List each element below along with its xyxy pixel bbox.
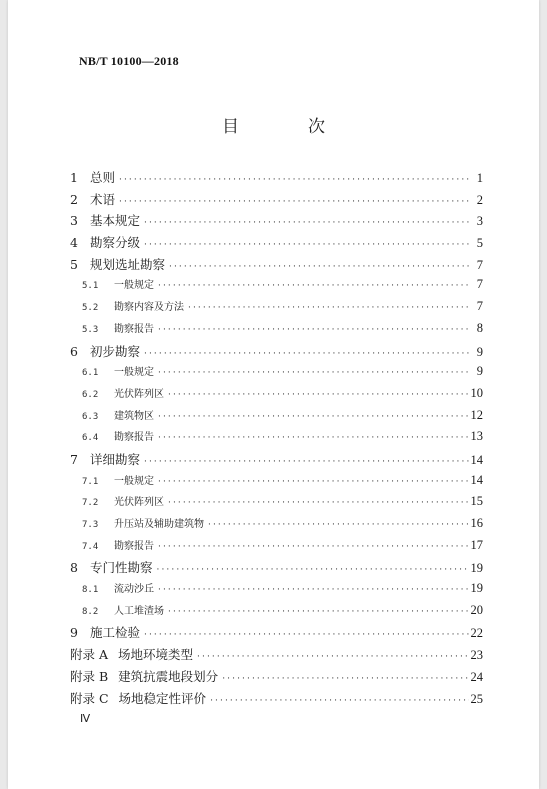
toc-entry-page: 10 (470, 385, 483, 400)
toc-subentry[interactable] (70, 472, 483, 494)
toc-entry-title: 勘察内容及方法 (114, 302, 184, 314)
toc-entry-number: 附录 A (70, 647, 109, 663)
toc-entry-title: 一般规定 (114, 280, 154, 292)
dot-leader (158, 413, 469, 422)
dot-leader (144, 631, 469, 640)
toc-entry-page: 15 (470, 494, 483, 509)
toc-entry-page: 9 (476, 344, 483, 359)
toc-entry-page: 8 (476, 320, 483, 335)
toc-entry-number: 1 (70, 170, 78, 185)
toc-subentry[interactable] (70, 385, 483, 407)
toc-subentry[interactable] (70, 428, 483, 450)
toc-entry-page: 20 (470, 602, 483, 617)
toc-entry-number: 6.2 (82, 389, 99, 400)
dot-leader (169, 263, 469, 272)
toc-subentry[interactable] (70, 407, 483, 429)
toc-entry-number: 5.3 (82, 324, 99, 335)
dot-leader (222, 675, 469, 684)
dot-leader (168, 608, 469, 617)
toc-entry-page: 9 (476, 364, 483, 379)
dot-leader (144, 241, 469, 250)
toc-entry-title: 光伏阵列区 (114, 497, 164, 509)
dot-leader (119, 198, 469, 207)
toc-subentry[interactable] (70, 580, 483, 602)
dot-leader (158, 369, 469, 378)
toc-entry[interactable] (70, 255, 483, 277)
toc-appendix-entry[interactable] (70, 667, 483, 689)
toc-entry[interactable] (70, 450, 483, 472)
toc-entry-number: 3 (70, 213, 78, 229)
toc-entry-page: 16 (470, 516, 483, 530)
toc-entry-title: 总则 (90, 170, 116, 185)
toc-entry-number: 5.2 (82, 303, 99, 314)
toc-subentry[interactable] (70, 320, 483, 342)
toc-entry-title: 基本规定 (90, 213, 141, 229)
toc-entry-title: 一般规定 (114, 475, 154, 487)
toc-entry-number: 附录 C (70, 690, 109, 706)
toc-entry-page: 19 (470, 581, 483, 596)
toc-entry-number: 4 (70, 235, 78, 251)
dot-leader (157, 566, 469, 575)
toc-entry-title: 施工检验 (90, 625, 141, 641)
toc-entry-title: 勘察报告 (114, 432, 154, 444)
toc-entry-number: 7.3 (82, 520, 99, 530)
toc-entry-number: 5.1 (82, 281, 99, 292)
toc-entry-number: 6 (70, 343, 78, 359)
toc-entry-title: 建筑物区 (114, 410, 154, 422)
dot-leader (210, 697, 469, 706)
toc-subentry[interactable] (70, 537, 483, 559)
toc-entry-title: 勘察分级 (90, 235, 141, 251)
toc-subentry[interactable] (70, 515, 483, 537)
toc-entry-page: 12 (470, 407, 483, 422)
toc-entry-number: 7.4 (82, 541, 99, 552)
toc-entry-page: 2 (476, 192, 483, 207)
toc-entry-title: 人工堆渣场 (114, 605, 164, 617)
toc-entry-title: 勘察报告 (114, 540, 154, 552)
table-of-contents (70, 168, 483, 710)
toc-entry-number: 附录 B (70, 668, 109, 684)
toc-entry-page: 7 (476, 299, 483, 314)
toc-entry-number: 5 (70, 256, 78, 272)
toc-entry-page: 23 (470, 648, 483, 663)
toc-entry-page: 3 (476, 214, 483, 229)
toc-entry[interactable] (70, 342, 483, 364)
dot-leader (188, 304, 469, 313)
toc-entry-title: 专门性勘察 (90, 560, 153, 576)
toc-entry-number: 9 (70, 625, 78, 641)
toc-entry[interactable] (70, 190, 483, 212)
toc-entry[interactable] (70, 168, 483, 190)
toc-entry-title: 流动沙丘 (114, 584, 154, 596)
toc-subentry[interactable] (70, 602, 483, 624)
toc-entry-title: 升压站及辅助建筑物 (114, 519, 204, 530)
toc-appendix-entry[interactable] (70, 689, 483, 711)
toc-entry-page: 14 (470, 452, 483, 467)
toc-entry-title: 勘察报告 (114, 323, 154, 335)
toc-entry-page: 1 (476, 171, 483, 185)
dot-leader (158, 326, 469, 335)
dot-leader (158, 586, 469, 595)
toc-entry-page: 7 (476, 257, 483, 272)
toc-entry-page: 19 (470, 561, 483, 576)
dot-leader (119, 176, 469, 185)
toc-entry[interactable] (70, 211, 483, 233)
toc-entry-page: 22 (470, 626, 483, 641)
dot-leader (158, 282, 469, 291)
dot-leader (144, 458, 469, 467)
toc-entry[interactable] (70, 623, 483, 645)
toc-title: 目 次 (222, 117, 351, 137)
toc-entry-page: 24 (470, 669, 483, 684)
toc-entry-page: 17 (470, 537, 483, 552)
toc-appendix-entry[interactable] (70, 645, 483, 667)
toc-entry[interactable] (70, 558, 483, 580)
toc-entry-number: 7.1 (82, 476, 99, 487)
toc-entry[interactable] (70, 233, 483, 255)
toc-entry-title: 术语 (90, 191, 116, 207)
dot-leader (168, 499, 469, 508)
toc-entry-number: 8.1 (82, 585, 99, 596)
toc-entry-page: 13 (470, 429, 483, 444)
toc-entry-title: 一般规定 (114, 367, 154, 379)
dot-leader (158, 543, 469, 552)
page-number-roman: Ⅳ (80, 713, 91, 725)
toc-entry-number: 8.2 (82, 606, 99, 617)
dot-leader (158, 434, 469, 443)
toc-entry-number: 6.1 (82, 368, 99, 379)
dot-leader (208, 521, 469, 530)
toc-entry-title: 光伏阵列区 (114, 388, 164, 400)
toc-entry-page: 14 (470, 472, 483, 487)
toc-entry-title: 详细勘察 (90, 451, 141, 467)
dot-leader (144, 219, 469, 228)
dot-leader (168, 391, 469, 400)
toc-entry-number: 7 (70, 451, 78, 467)
toc-subentry[interactable] (70, 276, 483, 298)
toc-entry-page: 5 (476, 236, 483, 251)
toc-entry-number: 6.4 (82, 433, 99, 444)
toc-entry-number: 7.2 (82, 498, 99, 509)
dot-leader (144, 350, 469, 359)
toc-subentry[interactable] (70, 493, 483, 515)
toc-entry-title: 初步勘察 (90, 343, 141, 359)
toc-entry-title: 建筑抗震地段划分 (118, 668, 219, 684)
toc-entry-number: 2 (70, 191, 78, 207)
dot-leader (158, 478, 469, 487)
toc-entry-page: 25 (470, 691, 483, 706)
standard-code: NB/T 10100—2018 (79, 54, 179, 68)
toc-entry-number: 6.3 (82, 411, 99, 422)
toc-entry-title: 规划选址勘察 (90, 256, 166, 272)
toc-entry-title: 场地环境类型 (118, 647, 194, 663)
toc-entry-title: 场地稳定性评价 (118, 690, 207, 706)
toc-entry-page: 7 (476, 277, 483, 292)
toc-subentry[interactable] (70, 363, 483, 385)
dot-leader (197, 653, 469, 662)
toc-entry-number: 8 (70, 560, 78, 576)
document-page (8, 0, 539, 789)
toc-subentry[interactable] (70, 298, 483, 320)
